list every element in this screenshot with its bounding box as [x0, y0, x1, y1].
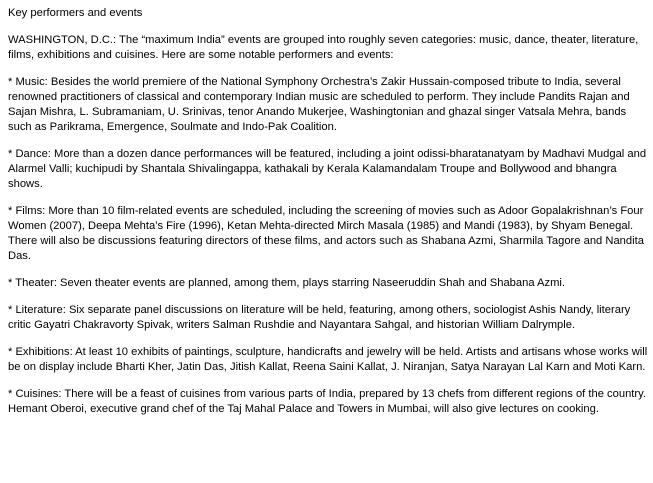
article-body [8, 6, 648, 429]
section-films: * Films: More than 10 film-related events are scheduled, including the screening of movies such as Adoor Gopalakrishnan’s Four Women (2007), Deepa Mehta’s Fire (1996), Ketan Mehta-directed Mirch Masala (1985) and Mandi (1983), by Shyam Benegal. There will also be discussions featuring directors of these films, and actors such as Shabana Azmi, Sharmila Tagore and Nandita Das. [8, 205, 644, 262]
article-title: Key performers and events [8, 7, 143, 19]
section-exhibitions: * Exhibitions: At least 10 exhibits of paintings, sculpture, handicrafts and jewelry will be held. Artists and artisans whose works will be on display include Bharti Kher, Jatin Das, Jitish Kallat, Reena Saini Kallat, J. Niranjan, Satya Narayan Lal Karn and Moti Karn. [8, 346, 648, 373]
section-theater: * Theater: Seven theater events are planned, among them, plays starring Naseeruddin Shah and Shabana Azmi. [8, 277, 566, 289]
section-literature: * Literature: Six separate panel discussions on literature will be held, featuring, among others, sociologist Ashis Nandy, literary critic Gayatri Chakravorty Spivak, writers Salman Rushdie and Nayantara Sahgal, and historian William Dalrymple. [8, 304, 631, 331]
section-cuisines: * Cuisines: There will be a feast of cuisines from various parts of India, prepared by 13 chefs from different regions of the country. Hemant Oberoi, executive grand chef of the Taj Mahal Palace and Towers in Mumbai, will also give lectures on cooking. [8, 388, 647, 415]
section-dance: * Dance: More than a dozen dance performances will be featured, including a joint odissi-bharatanatyam by Madhavi Mudgal and Alarmel Valli; kuchipudi by Shantala Shivalingappa, kathakali by Kerala Kalamandalam Troupe and Bollywood and bhangra shows. [8, 148, 647, 190]
article-intro: WASHINGTON, D.C.: The “maximum India” events are grouped into roughly seven categories: music, dance, theater, literature, films, exhibitions and cuisines. Here are some notable performers and events: [8, 34, 639, 61]
section-music: * Music: Besides the world premiere of the National Symphony Orchestra’s Zakir Hussain-composed tribute to India, several renowned practitioners of classical and contemporary Indian music are scheduled to perform. They include Pandits Rajan and Sajan Mishra, L. Subramaniam, U. Srinivas, tenor Anando Mukerjee, Washingtonian and ghazal singer Vatsala Mehra, bands such as Parikrama, Emergence, Soulmate and Indo-Pak Coalition. [8, 76, 630, 133]
